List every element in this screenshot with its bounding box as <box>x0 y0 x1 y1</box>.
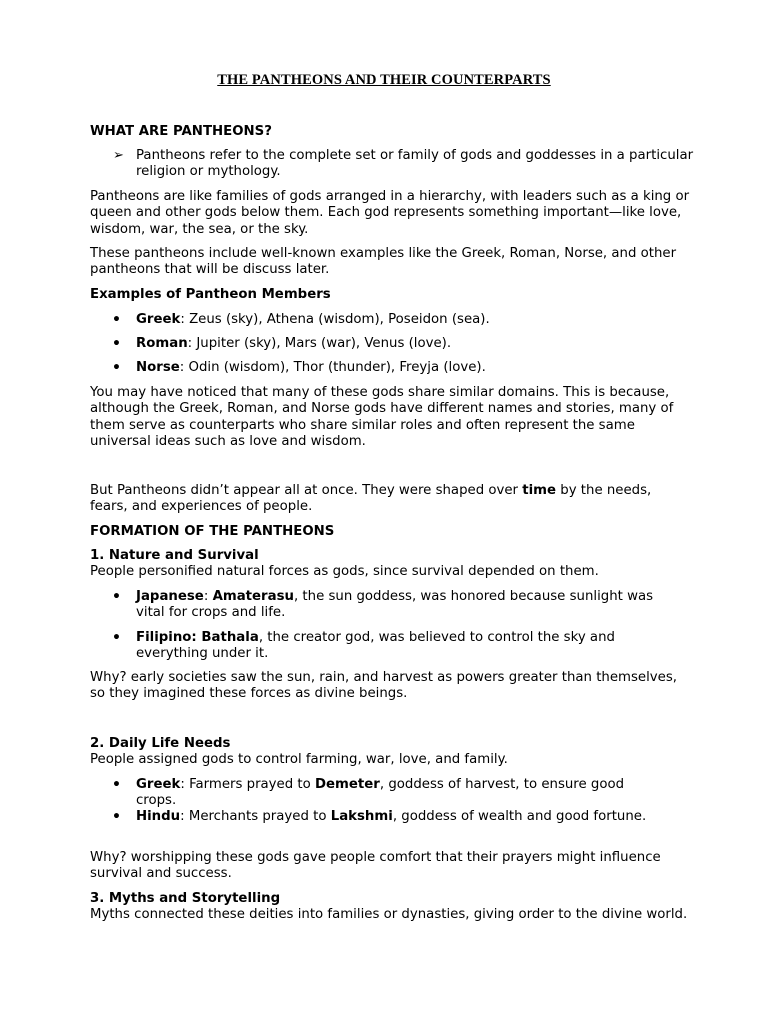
subheading-nature-survival: 1. Nature and Survival <box>90 548 259 563</box>
bullet-icon: • <box>112 777 121 793</box>
list-item-greek-demeter: Greek: Farmers prayed to Demeter, goddess of harvest, to ensure good crops. <box>136 777 625 809</box>
bullet-icon: • <box>112 809 121 825</box>
paragraph-nature-intro: People personified natural forces as gods, since survival depended on them. <box>90 564 599 579</box>
list-item-filipino: Filipino: Bathala, the creator god, was believed to control the sky and everything under it. <box>136 630 615 662</box>
document-title: THE PANTHEONS AND THEIR COUNTERPARTS <box>217 72 551 88</box>
subheading-myths: 3. Myths and Storytelling <box>90 891 281 906</box>
paragraph-transition: But Pantheons didn’t appear all at once. They were shaped over time by the needs, fears, and experiences of people. <box>90 483 652 515</box>
paragraph-daily-intro: People assigned gods to control farming, war, love, and family. <box>90 752 508 767</box>
paragraph-examples-intro: These pantheons include well-known examples like the Greek, Roman, Norse, and other pantheons that will be discuss later. <box>90 246 677 278</box>
bullet-icon: • <box>112 589 121 605</box>
bullet-icon: • <box>112 630 121 646</box>
definition-bullet: Pantheons refer to the complete set or family of gods and goddesses in a particular religion or mythology. <box>136 148 694 180</box>
list-item-greek: Greek: Zeus (sky), Athena (wisdom), Poseidon (sea). <box>136 312 490 327</box>
subheading-examples: Examples of Pantheon Members <box>90 287 331 302</box>
subheading-daily-life: 2. Daily Life Needs <box>90 736 231 751</box>
bullet-icon: • <box>112 360 121 376</box>
section-heading-what-are-pantheons: WHAT ARE PANTHEONS? <box>90 124 272 139</box>
paragraph-counterparts: You may have noticed that many of these gods share similar domains. This is because, although the Greek, Roman, and Norse gods have different names and stories, many of them serve as counterparts who share similar roles and often represent the same universal ideas such as love and wisdom. <box>90 385 674 449</box>
list-item-hindu-lakshmi: Hindu: Merchants prayed to Lakshmi, goddess of wealth and good fortune. <box>136 809 647 824</box>
list-item-japanese: Japanese: Amaterasu, the sun goddess, was honored because sunlight was vital for crops and life. <box>136 589 654 621</box>
arrow-bullet-icon: ➢ <box>113 148 124 163</box>
bullet-icon: • <box>112 336 121 352</box>
bullet-icon: • <box>112 312 121 328</box>
list-item-norse: Norse: Odin (wisdom), Thor (thunder), Freyja (love). <box>136 360 486 375</box>
paragraph-myths-intro: Myths connected these deities into families or dynasties, giving order to the divine world. <box>90 907 688 922</box>
section-heading-formation: FORMATION OF THE PANTHEONS <box>90 524 335 539</box>
paragraph-nature-why: Why? early societies saw the sun, rain, and harvest as powers greater than themselves, so they imagined these forces as divine beings. <box>90 670 677 702</box>
list-item-roman: Roman: Jupiter (sky), Mars (war), Venus (love). <box>136 336 452 351</box>
paragraph-hierarchy: Pantheons are like families of gods arranged in a hierarchy, with leaders such as a king or queen and other gods below them. Each god represents something important—like love, wisdom, war, the sea, or the sky. <box>90 189 690 237</box>
paragraph-daily-why: Why? worshipping these gods gave people comfort that their prayers might influence survival and success. <box>90 850 661 882</box>
